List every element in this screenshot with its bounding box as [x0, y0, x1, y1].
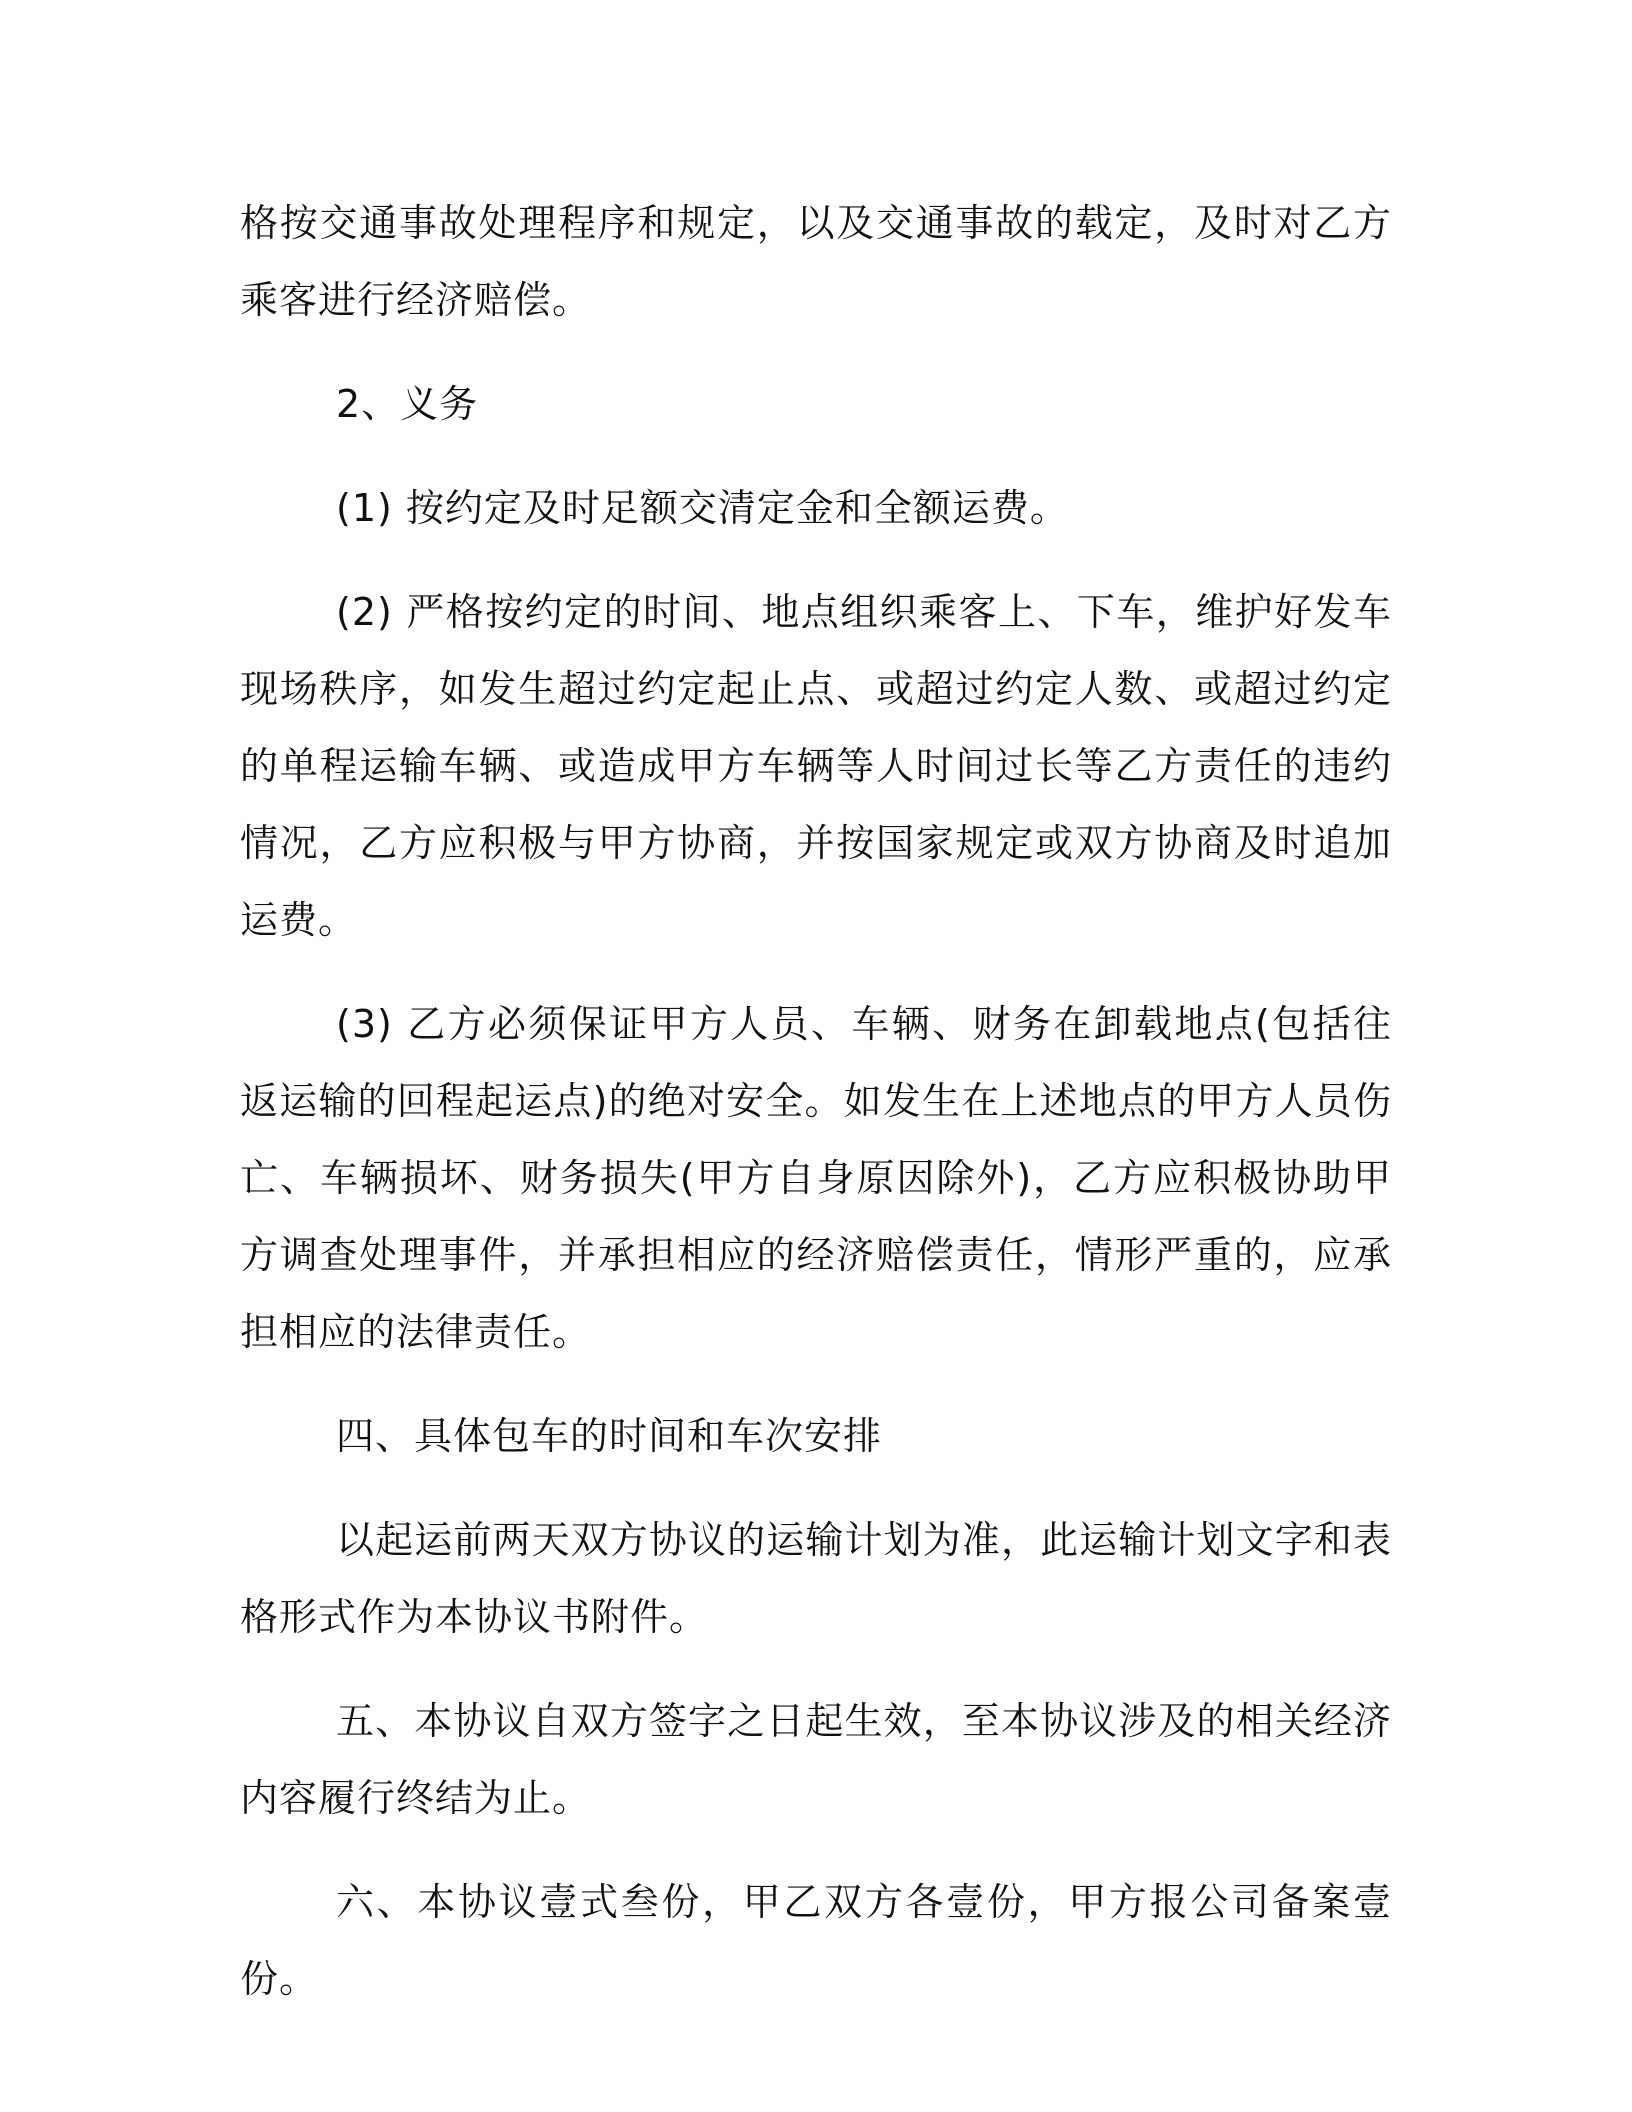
duty-item-1: (1) 按约定及时足额交清定金和全额运费。 [336, 486, 1069, 530]
section-4-body: 以起运前两天双方协议的运输计划为准，此运输计划文字和表格形式作为本协议书附件。 [240, 1518, 1392, 1639]
section-5-paragraph: 五、本协议自双方签字之日起生效，至本协议涉及的相关经济内容履行终结为止。 [240, 1699, 1392, 1820]
duties-heading: 2、义务 [336, 382, 479, 426]
duty-item-3: (3) 乙方必须保证甲方人员、车辆、财务在卸载地点(包括往返运输的回程起运点)的绝对安全。如发生在上述地点的甲方人员伤亡、车辆损坏、财务损失(甲方自身原因除外)，乙方应积极协助甲方调查处理事件，并承担相应的经济赔偿责任，情形严重的，应承担相应的法律责任。 [240, 1002, 1392, 1354]
duty-item-2: (2) 严格按约定的时间、地点组织乘客上、下车，维护好发车现场秩序，如发生超过约定起止点、或超过约定人数、或超过约定的单程运输车辆、或造成甲方车辆等人时间过长等乙方责任的违约情况，乙方应积极与甲方协商，并按国家规定或双方协商及时追加运费。 [240, 590, 1392, 942]
section-4-heading: 四、具体包车的时间和车次安排 [336, 1414, 883, 1458]
paragraph-continuation: 格按交通事故处理程序和规定，以及交通事故的载定，及时对乙方乘客进行经济赔偿。 [240, 201, 1392, 322]
section-6-paragraph: 六、本协议壹式叁份，甲乙双方各壹份，甲方报公司备案壹份。 [240, 1880, 1392, 2001]
document-body [240, 185, 1392, 2045]
